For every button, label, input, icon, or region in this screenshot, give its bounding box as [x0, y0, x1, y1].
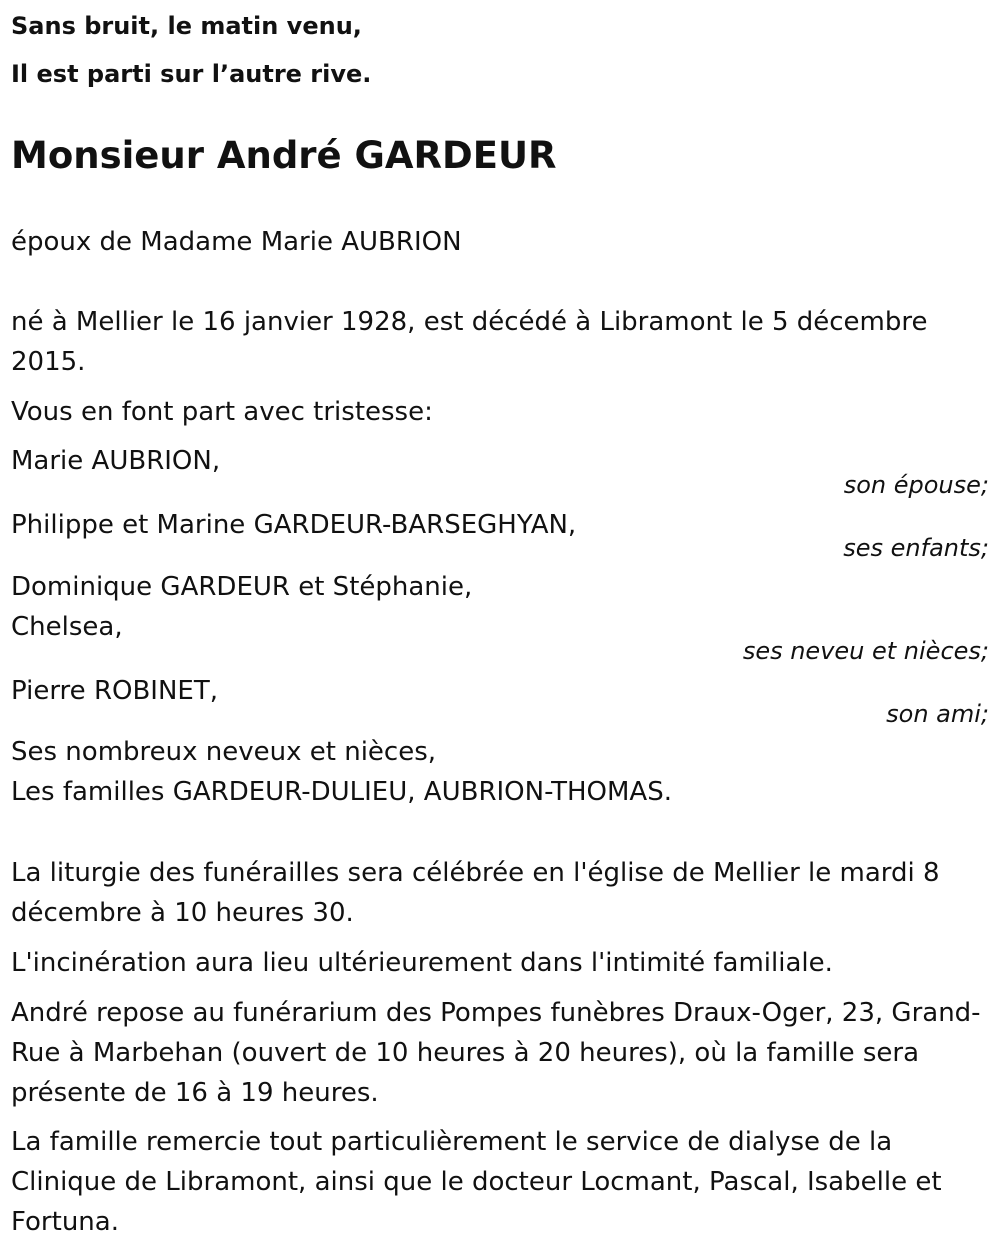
family-member-nephew-line-2: Chelsea, [11, 612, 123, 642]
relation-friend: son ami; [886, 700, 989, 728]
family-member-children: Philippe et Marine GARDEUR-BARSEGHYAN, [11, 510, 577, 540]
deceased-name: Monsieur André GARDEUR [11, 134, 557, 177]
poem-line-1: Sans bruit, le matin venu, [11, 12, 362, 40]
incineration-text: L'incinération aura lieu ultérieurement dans l'intimité familiale. [11, 948, 833, 978]
family-member-spouse: Marie AUBRION, [11, 446, 221, 476]
others-line-2: Les familles GARDEUR-DULIEU, AUBRION-THOMAS. [11, 777, 672, 807]
liturgy-text: La liturgie des funérailles sera célébrée en l'église de Mellier le mardi 8 décembre à 10 heures 30. [11, 858, 940, 928]
family-member-friend: Pierre ROBINET, [11, 676, 218, 706]
funeral-home-text: André repose au funérarium des Pompes funèbres Draux-Oger, 23, Grand-Rue à Marbehan (ouvert de 10 heures à 20 heures), où la famille sera présente de 16 à 19 heures. [11, 998, 981, 1108]
relation-children: ses enfants; [843, 534, 989, 562]
relation-nephews: ses neveu et nièces; [742, 637, 989, 665]
others-line-1: Ses nombreux neveux et nièces, [11, 737, 437, 767]
poem-line-2: Il est parti sur l’autre rive. [11, 60, 372, 88]
family-member-nephew-line-1: Dominique GARDEUR et Stéphanie, [11, 572, 473, 602]
thanks-text: La famille remercie tout particulièrement le service de dialyse de la Clinique de Libramont, ainsi que le docteur Locmant, Pascal, Isabelle et Fortuna. [11, 1127, 942, 1237]
announcement-text: Vous en font part avec tristesse: [11, 397, 433, 427]
spouse-line: époux de Madame Marie AUBRION [11, 227, 462, 257]
birth-death-text: né à Mellier le 16 janvier 1928, est décédé à Libramont le 5 décembre 2015. [11, 307, 928, 377]
relation-spouse: son épouse; [843, 471, 989, 499]
